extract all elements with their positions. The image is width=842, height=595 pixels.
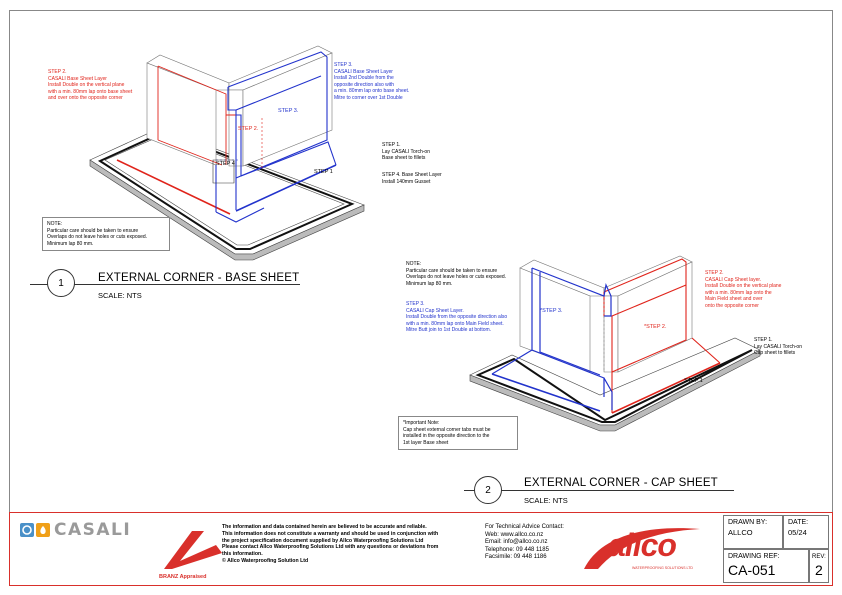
detail-1-note-box: NOTE: Particular care should be taken to ensure Overlaps do not leave holes or cuts exposed. Minimum lap 80 mm.	[42, 217, 170, 251]
detail-1-step3-note: STEP 3. CASALI Base Sheet Layer Install 2nd Double from the opposite direction also with a min. 80mm lap onto base sheet. Mitre to corner over 1st Double	[334, 62, 410, 101]
rev-label: REV:	[812, 554, 826, 560]
detail-1-step4-note: STEP 4. Base Sheet Layer Install 140mm Gusset	[382, 172, 442, 185]
detail-2-number: 2	[474, 476, 502, 504]
detail-1-step3-label: STEP 3.	[278, 108, 299, 114]
detail-1-step2-note: STEP 2. CASALI Base Sheet Layer Install Double on the vertical plane with a min. 80mm lap onto base sheet and over onto the opposite corner	[48, 69, 133, 102]
detail-2-step2-note: STEP 2. CASALI Cap Sheet layer. Install Double on the vertical plane with a min. 80mm lap onto the Main Field sheet and over onto the opposite corner	[705, 270, 782, 309]
date-label: DATE:	[788, 519, 809, 526]
detail-2-important-note: *Important Note: Cap sheet external corner tabs must be installed in the opposite direction to the 1st layer Base sheet	[398, 416, 518, 450]
detail-1-step1-label: STEP 1	[314, 169, 333, 175]
detail-2-title: EXTERNAL CORNER - CAP SHEET	[524, 477, 718, 489]
allco-subtitle: WATERPROOFING SOLUTIONS LTD	[632, 566, 694, 570]
title-block	[9, 512, 833, 586]
detail-1-step1-note: STEP 1. Lay CASALI Torch-on Base sheet to fillets	[382, 142, 430, 162]
branz-text: BRANZ Appraised	[159, 574, 207, 580]
drawing-ref-value: CA-051	[728, 562, 776, 578]
date-value: 05/24	[788, 528, 807, 537]
branz-logo-icon	[158, 527, 228, 571]
detail-1-title: EXTERNAL CORNER - BASE SHEET	[98, 272, 300, 284]
drawn-by-value: ALLCO	[728, 528, 753, 537]
casali-wordmark: CASALI	[54, 520, 132, 540]
contact-text: For Technical Advice Contact: Web: www.allco.co.nz Email: info@allco.co.nz Telephone: 09 448 1185 Facsimile: 09 448 1186	[485, 524, 564, 561]
drawn-by-label: DRAWN BY:	[728, 519, 768, 526]
drawing-ref-label: DRAWING REF:	[728, 553, 780, 560]
detail-2-step1-note: STEP 1. Lay CASALI Torch-on Cap sheet to fillets	[754, 337, 802, 357]
detail-2-title-rule	[464, 490, 734, 491]
branz-logo-mark	[164, 531, 222, 569]
detail-2-step3-label: *STEP 3.	[540, 308, 563, 314]
detail-2-step2-label: *STEP 2.	[644, 324, 667, 330]
allco-wordmark: allco	[608, 527, 676, 563]
date-cell	[783, 515, 829, 549]
detail-1-number: 1	[47, 269, 75, 297]
detail-2-note: NOTE: Particular care should be taken to ensure Overlaps do not leave holes or cuts exposed. Minimum lap 80 mm.	[406, 261, 507, 287]
detail-1-step2-label: STEP 2.	[238, 126, 259, 132]
detail-1-scale: SCALE: NTS	[98, 291, 142, 300]
rev-value: 2	[815, 562, 823, 578]
detail-2-step1-label: STEP 1	[684, 378, 703, 384]
rev-cell	[809, 549, 829, 583]
detail-1-step4-label: STEP 4	[216, 161, 235, 167]
drawing-ref-cell	[723, 549, 809, 583]
detail-2-step3-note: STEP 3. CASALI Cap Sheet Layer. Install Double from the opposite direction also with a min. 80mm lap onto Main Field sheet. Mitre Butt join to 1st Double at bottom.	[406, 301, 508, 334]
drawn-by-cell	[723, 515, 783, 549]
detail-2-scale: SCALE: NTS	[524, 496, 568, 505]
casali-logo-mark-1	[20, 523, 34, 537]
disclaimer-text: The information and data contained herein are believed to be accurate and reliable. This information does not constitute a warranty and should be used in conjunction with the project specification document supplied by Allco Waterproofing Solutions Ltd Please contact Allco Waterproofing Solutions Ltd with any questions or deviations from this information. © Allco Waterproofing Solution Ltd	[222, 524, 439, 564]
